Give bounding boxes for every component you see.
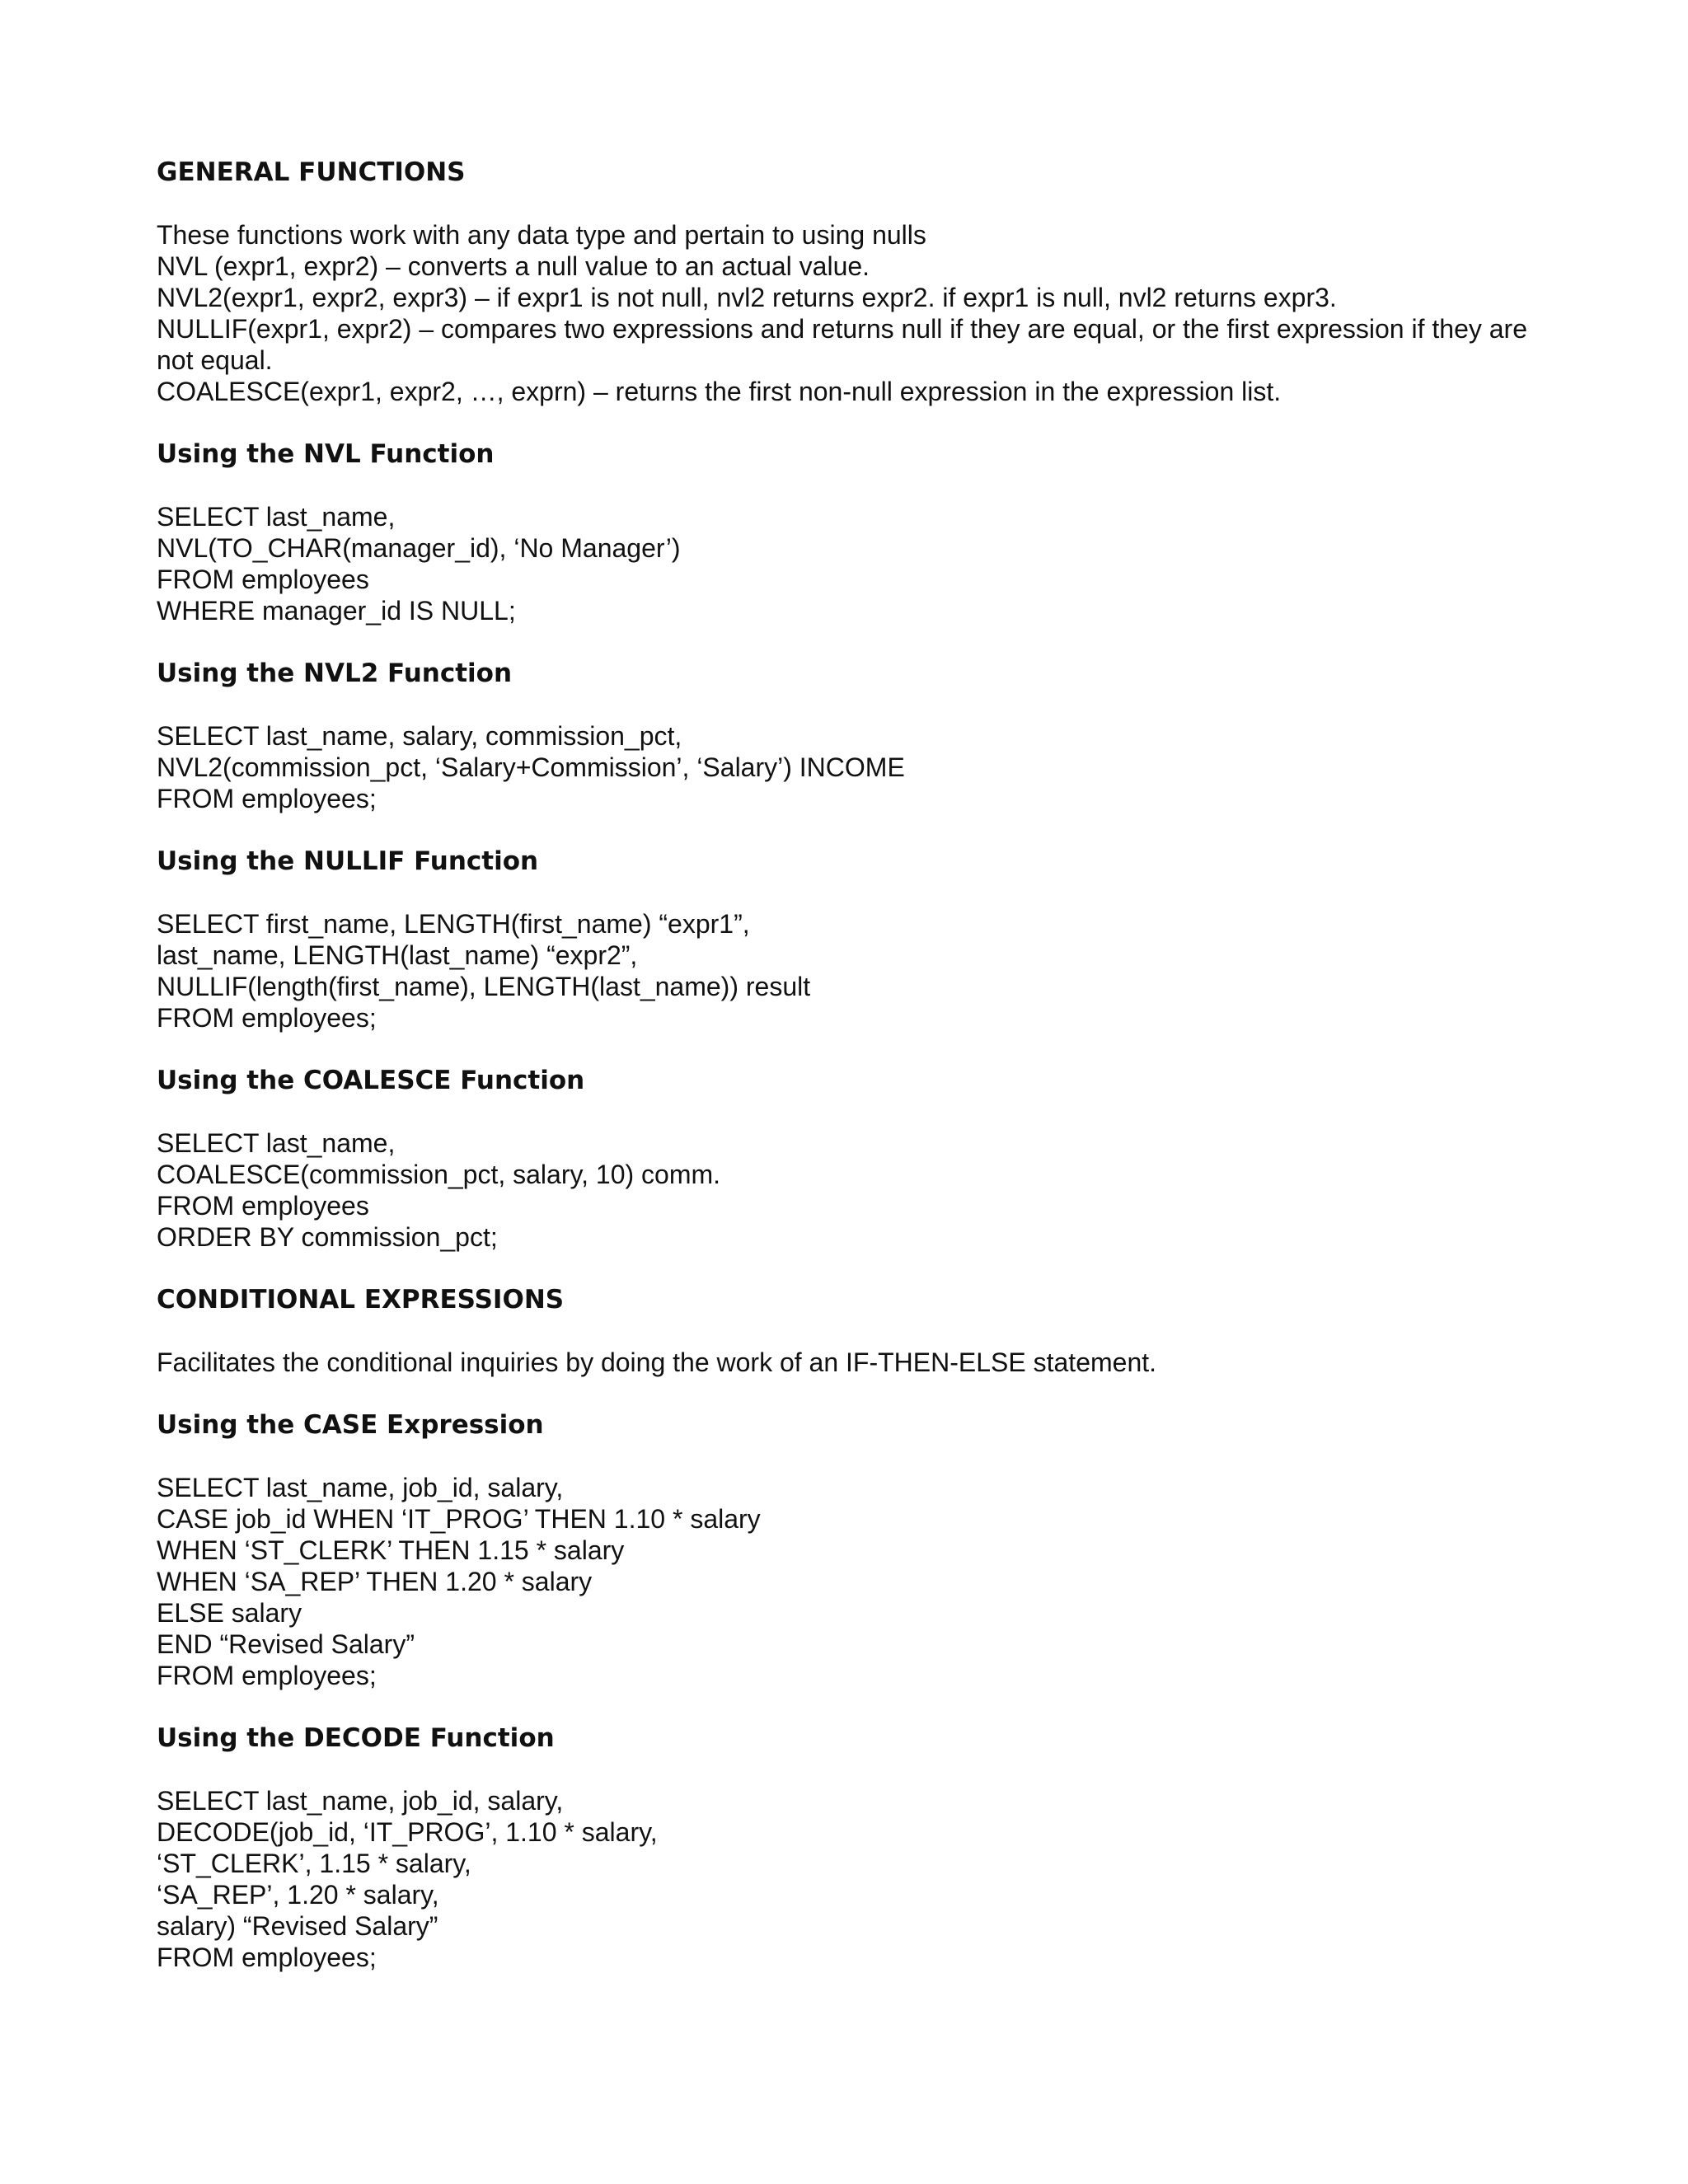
code-line: last_name, LENGTH(last_name) “expr2”, [157,940,638,970]
code-block-case [157,1472,1541,1691]
subheading-nullif: Using the NULLIF Function [157,846,539,876]
code-line: ‘ST_CLERK’, 1.15 * salary, [157,1849,471,1878]
code-line: SELECT last_name, salary, commission_pct, [157,721,682,751]
spacer [157,1441,1541,1472]
section-heading-general-functions: GENERAL FUNCTIONS [157,157,466,187]
subheading-case: Using the CASE Expression [157,1410,544,1440]
code-line: NULLIF(length(first_name), LENGTH(last_name)) result [157,972,811,1001]
code-block-nvl2 [157,720,1541,814]
code-line: ‘SA_REP’, 1.20 * salary, [157,1880,439,1910]
spacer [157,188,1541,219]
nvl2-description: NVL2(expr1, expr2, expr3) – if expr1 is not null, nvl2 returns expr2. if expr1 is null, nvl2 returns expr3. [157,283,1337,312]
code-line: SELECT first_name, LENGTH(first_name) “expr1”, [157,909,750,939]
code-line: ORDER BY commission_pct; [157,1222,498,1252]
spacer [157,1691,1541,1722]
spacer [157,1315,1541,1347]
document-content [157,157,1541,1973]
spacer [157,689,1541,720]
code-line: FROM employees; [157,1661,377,1690]
spacer [157,1253,1541,1284]
subheading-nvl: Using the NVL Function [157,439,495,469]
code-line: COALESCE(commission_pct, salary, 10) comm. [157,1160,721,1189]
intro-text: These functions work with any data type and pertain to using nulls [157,220,926,250]
spacer [157,1033,1541,1065]
subheading-decode: Using the DECODE Function [157,1723,555,1753]
section-heading-conditional-expressions: CONDITIONAL EXPRESSIONS [157,1285,565,1315]
spacer [157,814,1541,846]
code-line: FROM employees; [157,1003,377,1033]
code-line: DECODE(job_id, ‘IT_PROG’, 1.10 * salary, [157,1817,658,1847]
code-line: FROM employees [157,565,369,594]
nvl-description: NVL (expr1, expr2) – converts a null value to an actual value. [157,251,870,281]
code-line: END “Revised Salary” [157,1629,415,1659]
subheading-nvl2: Using the NVL2 Function [157,658,513,688]
spacer [157,626,1541,658]
code-line: SELECT last_name, [157,502,396,532]
coalesce-description: COALESCE(expr1, expr2, …, exprn) – returns the first non-null expression in the expression list. [157,377,1282,406]
spacer [157,1754,1541,1785]
code-block-coalesce [157,1127,1541,1253]
code-line: WHEN ‘ST_CLERK’ THEN 1.15 * salary [157,1535,625,1565]
code-line: FROM employees; [157,1943,377,1972]
code-line: NVL(TO_CHAR(manager_id), ‘No Manager’) [157,533,681,563]
spacer [157,1378,1541,1409]
spacer [157,470,1541,501]
spacer [157,877,1541,908]
code-line: SELECT last_name, [157,1128,396,1158]
code-line: CASE job_id WHEN ‘IT_PROG’ THEN 1.10 * salary [157,1504,761,1534]
code-line: FROM employees [157,1191,369,1221]
nullif-description: NULLIF(expr1, expr2) – compares two expressions and returns null if they are equal, or the first expression if they are not equal. [157,314,1535,375]
code-line: SELECT last_name, job_id, salary, [157,1786,564,1816]
code-line: WHERE manager_id IS NULL; [157,596,516,626]
code-block-nullif [157,908,1541,1033]
code-line: salary) “Revised Salary” [157,1911,438,1941]
code-block-nvl [157,501,1541,626]
conditional-description: Facilitates the conditional inquiries by doing the work of an IF-THEN-ELSE statement. [157,1347,1157,1377]
code-line: FROM employees; [157,784,377,813]
code-block-decode [157,1785,1541,1973]
spacer [157,1096,1541,1127]
code-line: SELECT last_name, job_id, salary, [157,1473,564,1502]
code-line: ELSE salary [157,1598,302,1628]
code-line: NVL2(commission_pct, ‘Salary+Commission’, ‘Salary’) INCOME [157,752,905,782]
spacer [157,407,1541,438]
code-line: WHEN ‘SA_REP’ THEN 1.20 * salary [157,1567,593,1596]
subheading-coalesce: Using the COALESCE Function [157,1066,585,1095]
